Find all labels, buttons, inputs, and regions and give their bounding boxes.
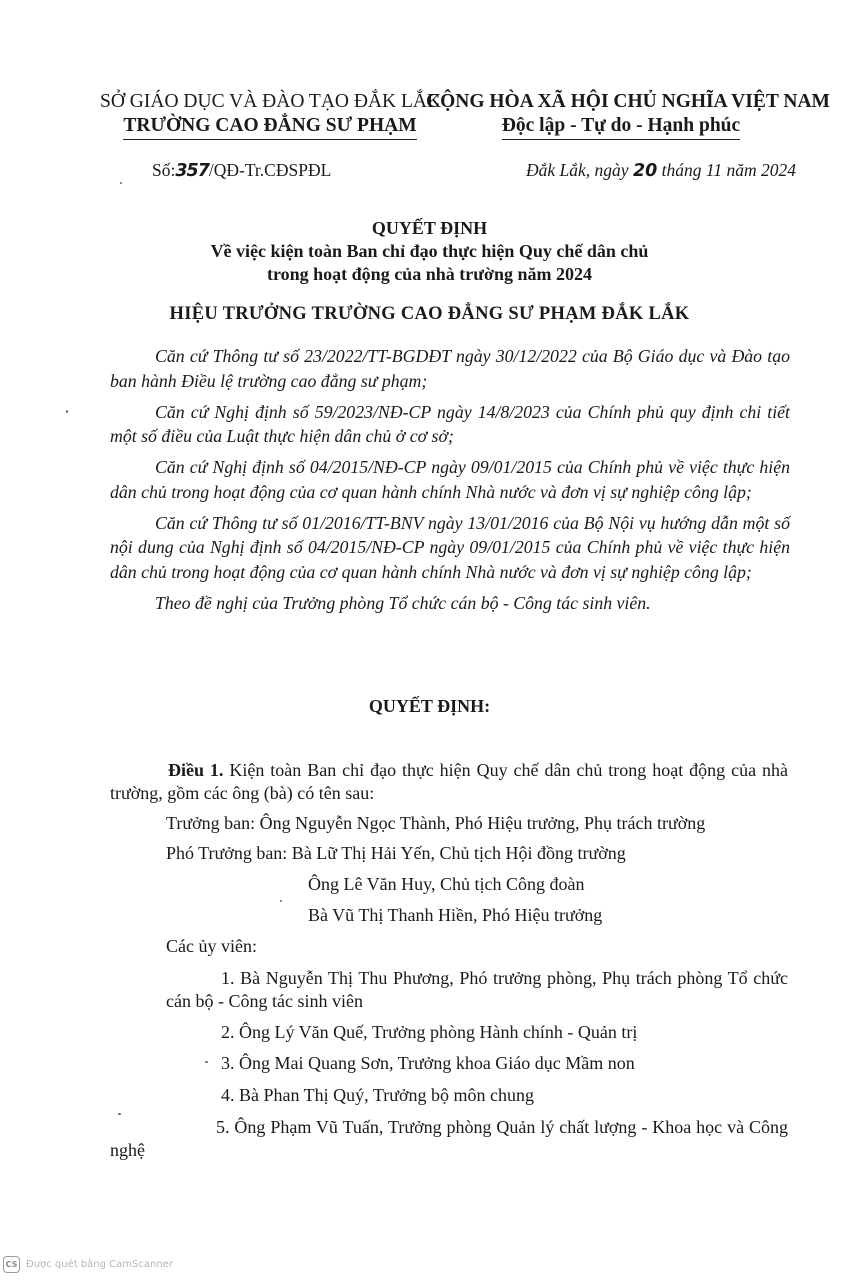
ground-item: Căn cứ Thông tư số 23/2022/TT-BGDĐT ngày 30/12/2022 của Bộ Giáo dục và Đào tạo ban hành Điều lệ trường cao đẳng sư phạm;: [110, 346, 790, 391]
member-item: 3. Ông Mai Quang Sơn, Trưởng khoa Giáo dục Mầm non: [221, 1053, 635, 1073]
national-motto: Độc lập - Tự do - Hạnh phúc: [502, 114, 740, 140]
deputy-head-2: Ông Lê Văn Huy, Chủ tịch Công đoàn: [308, 874, 585, 894]
issuer-header: [100, 90, 440, 140]
document-number: Số:357/QĐ-Tr.CĐSPĐL: [152, 160, 332, 181]
scanner-watermark: [3, 1255, 173, 1273]
article-1: [110, 759, 788, 805]
issuer-department: SỞ GIÁO DỤC VÀ ĐÀO TẠO ĐẮK LẮK: [100, 91, 442, 112]
committee-head: Trưởng ban: Ông Nguyễn Ngọc Thành, Phó Hiệu trưởng, Phụ trách trường: [166, 813, 706, 833]
handwritten-day: 20: [632, 161, 658, 181]
watermark-text: Được quét bằng CamScanner: [26, 1258, 173, 1270]
scan-speck: [205, 1061, 208, 1063]
legal-grounds: [110, 344, 790, 622]
member-item: 2. Ông Lý Văn Quế, Trưởng phòng Hành chính - Quản trị: [221, 1022, 638, 1042]
member-item: 4. Bà Phan Thị Quý, Trưởng bộ môn chung: [221, 1085, 534, 1105]
issuing-authority: HIỆU TRƯỞNG TRƯỜNG CAO ĐẲNG SƯ PHẠM ĐẮK LẮK: [169, 304, 690, 324]
ground-item: Căn cứ Nghị định số 59/2023/NĐ-CP ngày 14/8/2023 của Chính phủ quy định chi tiết một số điều của Luật thực hiện dân chủ ở cơ sở;: [110, 401, 790, 446]
national-header: [426, 90, 830, 140]
article-label: Điều 1.: [168, 760, 224, 780]
issue-date: Đắk Lắk, ngày 20 tháng 11 năm 2024: [526, 160, 796, 181]
subject-line-2: trong hoạt động của nhà trường năm 2024: [267, 264, 592, 284]
camscanner-logo-icon: CS: [3, 1256, 20, 1273]
subject-line-1: Về việc kiện toàn Ban chỉ đạo thực hiện Quy chế dân chủ: [210, 241, 649, 261]
national-title: CỘNG HÒA XÃ HỘI CHỦ NGHĨA VIỆT NAM: [426, 91, 830, 112]
ground-item: Căn cứ Thông tư số 01/2016/TT-BNV ngày 13/01/2016 của Bộ Nội vụ hướng dẫn một số nội dung của Nghị định số 04/2015/NĐ-CP ngày 09/01/2015 của Chính phủ về việc thực hiện dân chủ trong hoạt động của cơ quan hành chính Nhà nước và đơn vị sự nghiệp công lập;: [110, 512, 790, 582]
members-label: Các ủy viên:: [166, 936, 257, 956]
scan-speck: [66, 410, 68, 413]
decision-heading: QUYẾT ĐỊNH:: [368, 696, 491, 716]
scan-speck: [120, 182, 122, 184]
deputy-head-1: Phó Trưởng ban: Bà Lữ Thị Hải Yến, Chủ tịch Hội đồng trường: [166, 843, 626, 863]
member-item: 5. Ông Phạm Vũ Tuấn, Trưởng phòng Quản lý chất lượng - Khoa học và Công nghệ: [110, 1117, 788, 1160]
issuer-school: TRƯỜNG CAO ĐẲNG SƯ PHẠM: [123, 114, 416, 140]
scan-speck: [118, 1113, 121, 1115]
ground-item: Theo đề nghị của Trưởng phòng Tổ chức cán bộ - Công tác sinh viên.: [155, 592, 651, 613]
member-item: 1. Bà Nguyễn Thị Thu Phương, Phó trưởng phòng, Phụ trách phòng Tổ chức cán bộ - Công tác sinh viên: [166, 968, 788, 1011]
deputy-head-3: Bà Vũ Thị Thanh Hiền, Phó Hiệu trưởng: [308, 905, 603, 925]
ground-item: Căn cứ Nghị định số 04/2015/NĐ-CP ngày 09/01/2015 của Chính phủ về việc thực hiện dân chủ trong hoạt động của cơ quan hành chính Nhà nước và đơn vị sự nghiệp công lập;: [110, 457, 790, 502]
handwritten-number: 357: [175, 161, 209, 181]
scan-speck: [280, 900, 282, 902]
article-text: Kiện toàn Ban chỉ đạo thực hiện Quy chế dân chủ trong hoạt động của nhà trường, gồm các ông (bà) có tên sau:: [110, 760, 788, 803]
document-title: QUYẾT ĐỊNH: [371, 218, 488, 238]
